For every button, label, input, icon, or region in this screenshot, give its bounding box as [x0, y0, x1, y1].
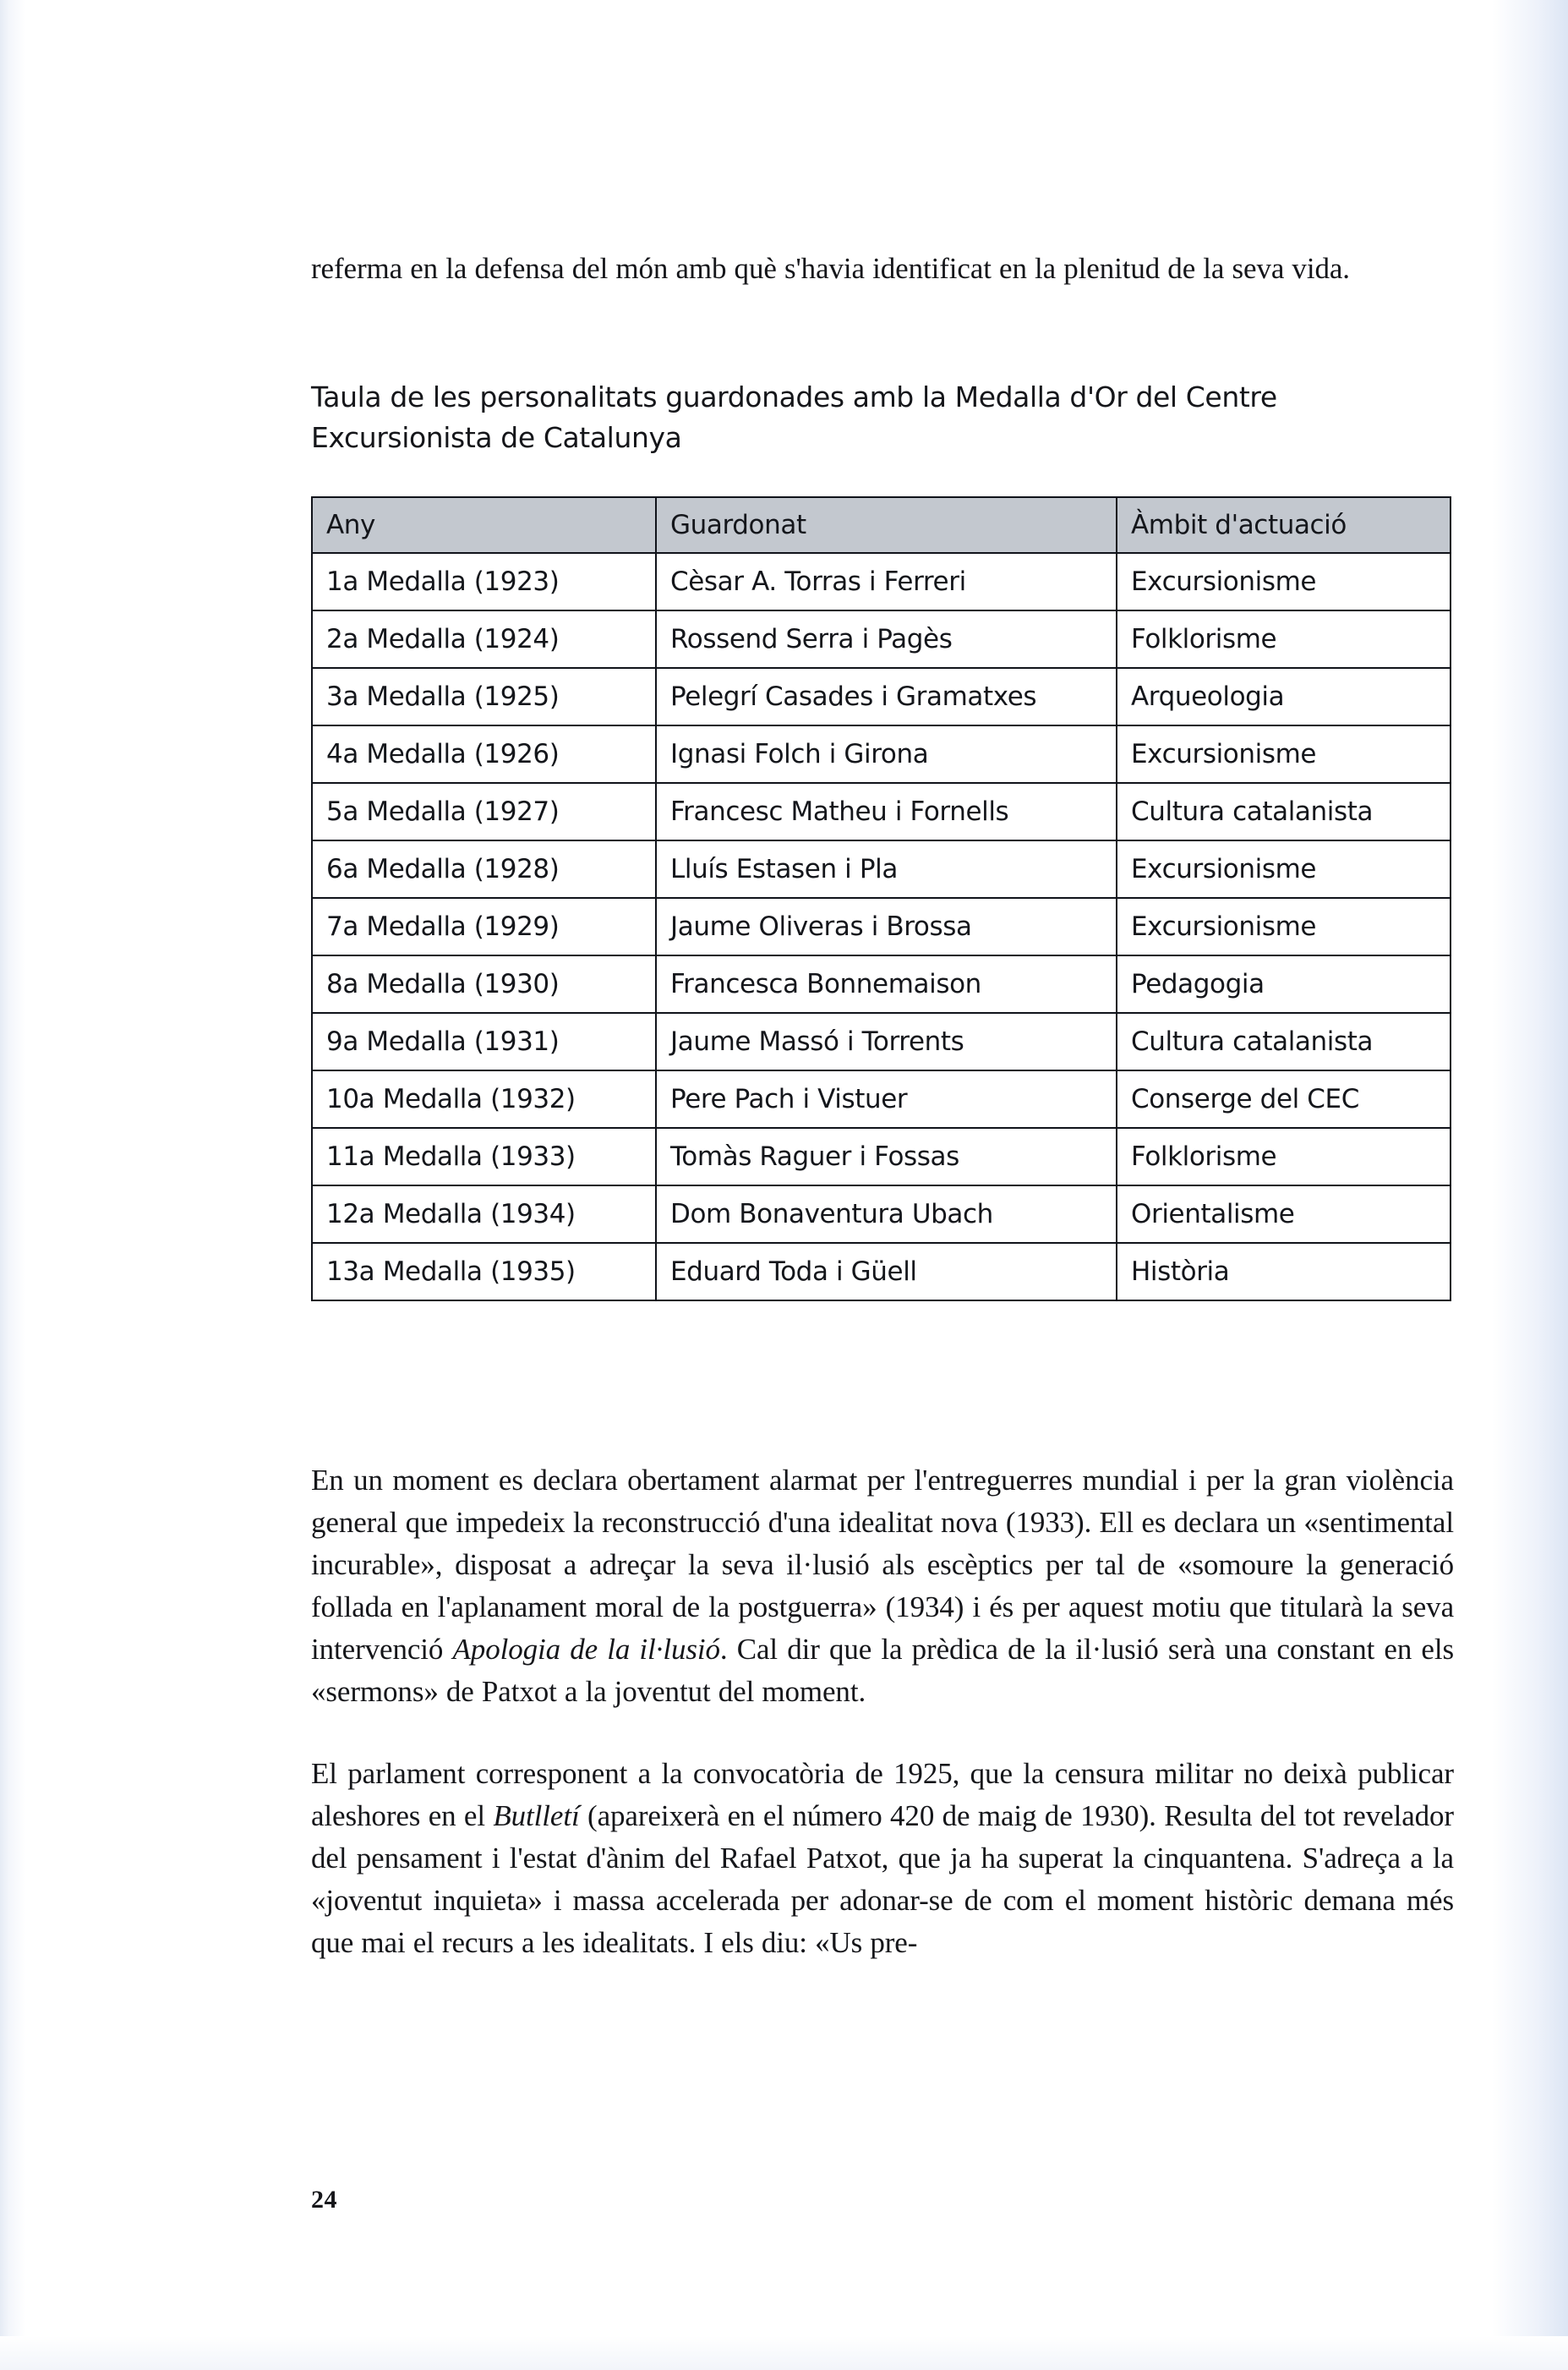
- cell-any: 5a Medalla (1927): [312, 783, 656, 840]
- cell-guardonat: Francesca Bonnemaison: [656, 955, 1117, 1013]
- cell-guardonat: Cèsar A. Torras i Ferreri: [656, 553, 1117, 610]
- cell-ambit: Excursionisme: [1117, 898, 1451, 955]
- paragraph-2-lead: El parlament corresponent a la convocatòria de 1925, que la censura militar no deixà publicar aleshores en el: [311, 1757, 1454, 1832]
- cell-guardonat: Pere Pach i Vistuer: [656, 1070, 1117, 1128]
- cell-guardonat: Francesc Matheu i Fornells: [656, 783, 1117, 840]
- table-row: [312, 840, 1451, 898]
- column-header-ambit: Àmbit d'actuació: [1117, 497, 1451, 553]
- cell-any: 7a Medalla (1929): [312, 898, 656, 955]
- cell-ambit: Excursionisme: [1117, 725, 1451, 783]
- cell-guardonat: Pelegrí Casades i Gramatxes: [656, 668, 1117, 725]
- cell-ambit: Excursionisme: [1117, 553, 1451, 610]
- page-number: 24: [311, 2186, 337, 2214]
- table-body: [312, 553, 1451, 1300]
- cell-any: 4a Medalla (1926): [312, 725, 656, 783]
- table-row: [312, 553, 1451, 610]
- table-row: [312, 1185, 1451, 1243]
- cell-any: 9a Medalla (1931): [312, 1013, 656, 1070]
- cell-ambit: Cultura catalanista: [1117, 783, 1451, 840]
- table-row: [312, 1070, 1451, 1128]
- column-header-any: Any: [312, 497, 656, 553]
- column-header-guardonat: Guardonat: [656, 497, 1117, 553]
- paragraph-1-tail: . Cal dir que la prèdica de la il·lusió serà una constant en els «sermons» de Patxot a la joventut del moment.: [311, 1633, 1454, 1708]
- table-row: [312, 1128, 1451, 1185]
- table-row: [312, 955, 1451, 1013]
- cell-ambit: Conserge del CEC: [1117, 1070, 1451, 1128]
- table-header: [312, 497, 1451, 553]
- cell-guardonat: Jaume Massó i Torrents: [656, 1013, 1117, 1070]
- table-row: [312, 610, 1451, 668]
- cell-any: 2a Medalla (1924): [312, 610, 656, 668]
- cell-any: 12a Medalla (1934): [312, 1185, 656, 1243]
- cell-guardonat: Dom Bonaventura Ubach: [656, 1185, 1117, 1243]
- scan-edge-shadow-bottom: [0, 2336, 1568, 2370]
- cell-guardonat: Lluís Estasen i Pla: [656, 840, 1117, 898]
- paragraph-1-lead: En un moment es declara obertament alarmat per l'entreguerres mundial i per la gran violència general que impedeix la reconstrucció d'una idealitat nova (1933). Ell es declara un «sentimental incurable», disposat a adreçar la seva il·lusió als escèptics per tal de «somoure la generació follada en l'aplanament moral de la postguerra» (1934) i és per aquest motiu que titularà la seva intervenció: [311, 1464, 1454, 1666]
- cell-guardonat: Ignasi Folch i Girona: [656, 725, 1117, 783]
- cell-ambit: Cultura catalanista: [1117, 1013, 1451, 1070]
- scan-edge-shadow-right: [1492, 0, 1568, 2370]
- cell-ambit: Folklorisme: [1117, 610, 1451, 668]
- cell-ambit: Arqueologia: [1117, 668, 1451, 725]
- scan-edge-shadow-left: [0, 0, 25, 2370]
- intro-paragraph: referma en la defensa del món amb què s'havia identificat en la plenitud de la seva vida.: [311, 252, 1350, 285]
- cell-guardonat: Rossend Serra i Pagès: [656, 610, 1117, 668]
- work-title-apologia: Apologia de la il·lusió: [452, 1633, 720, 1666]
- medal-awards-table: [311, 496, 1451, 1301]
- cell-any: 6a Medalla (1928): [312, 840, 656, 898]
- cell-ambit: Pedagogia: [1117, 955, 1451, 1013]
- table-row: [312, 725, 1451, 783]
- cell-ambit: Excursionisme: [1117, 840, 1451, 898]
- table-header-row: [312, 497, 1451, 553]
- table-row: [312, 1013, 1451, 1070]
- cell-any: 13a Medalla (1935): [312, 1243, 656, 1300]
- cell-any: 1a Medalla (1923): [312, 553, 656, 610]
- table-row: [312, 783, 1451, 840]
- table-row: [312, 668, 1451, 725]
- cell-any: 3a Medalla (1925): [312, 668, 656, 725]
- table-row: [312, 1243, 1451, 1300]
- cell-ambit: Història: [1117, 1243, 1451, 1300]
- cell-guardonat: Eduard Toda i Güell: [656, 1243, 1117, 1300]
- cell-ambit: Folklorisme: [1117, 1128, 1451, 1185]
- cell-any: 11a Medalla (1933): [312, 1128, 656, 1185]
- cell-ambit: Orientalisme: [1117, 1185, 1451, 1243]
- cell-any: 10a Medalla (1932): [312, 1070, 656, 1128]
- publication-title-butlleti: Butlletí: [493, 1799, 580, 1832]
- table-caption: Taula de les personalitats guardonades amb la Medalla d'Or del Centre Excursionista de Catalunya: [311, 380, 1277, 454]
- paragraph-after-table-2: [311, 1753, 1454, 1964]
- cell-guardonat: Jaume Oliveras i Brossa: [656, 898, 1117, 955]
- cell-any: 8a Medalla (1930): [312, 955, 656, 1013]
- paragraph-after-table-1: [311, 1459, 1454, 1713]
- paragraph-2-tail: (apareixerà en el número 420 de maig de 1930). Resulta del tot revelador del pensament i l'estat d'ànim del Rafael Patxot, que ja ha superat la cinquantena. S'adreça a la «joventut inquieta» i massa accelerada per adonar-se de com el moment històric demana més que mai el recurs a les idealitats. I els diu: «Us pre-: [311, 1799, 1454, 1959]
- table-row: [312, 898, 1451, 955]
- cell-guardonat: Tomàs Raguer i Fossas: [656, 1128, 1117, 1185]
